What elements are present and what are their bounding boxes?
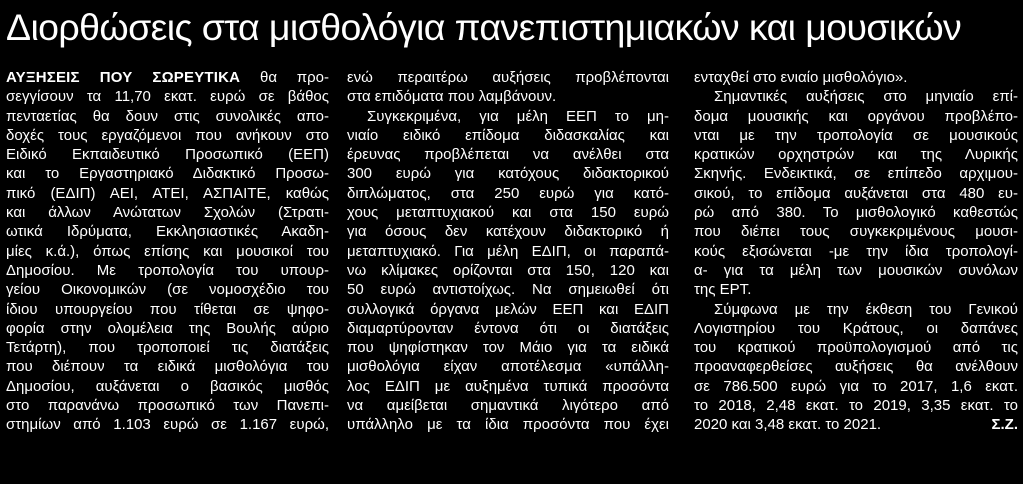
article-headline: Διορθώσεις στα μισθολόγια πανεπιστημιακών και μουσικών xyxy=(6,6,962,48)
body-line: και άλλων Ανώτατων Σχολών (Στρατι- xyxy=(6,204,329,222)
body-line: μισθολόγια είχαν αποτέλεσμα «υπάλλη- xyxy=(347,358,669,376)
body-line: στο παρανάνω προσωπικό των Πανεπι- xyxy=(6,397,329,415)
body-line: συλλογικά όργανα μελών ΕΕΠ και ΕΔΙΠ xyxy=(347,300,669,318)
body-line xyxy=(6,68,329,87)
lead-in: ΑΥΞΗΣΕΙΣ ΠΟΥ ΣΩΡΕΥΤΙΚΑ xyxy=(6,69,241,86)
body-line: στα επιδόματα που λαμβάνουν. xyxy=(347,88,557,106)
body-line: δοχές τους εργαζόμενοι που ανήκουν στο xyxy=(6,126,329,144)
article-column-2 xyxy=(347,68,669,435)
body-line: που διέπουν τα ειδικά μισθολόγια του xyxy=(6,358,329,376)
body-line: Δημοσίου, αυξάνεται ο βασικός μισθός xyxy=(6,377,329,395)
body-line: Τετάρτη), που τροποποιεί τις διατάξεις xyxy=(6,339,329,357)
body-line: Σύμφωνα με την έκθεση του Γενικού xyxy=(714,300,1018,318)
body-line: που ψηφίστηκαν τον Μάιο για τα ειδικά xyxy=(347,339,669,357)
body-line: κρατικών ορχηστρών και της Λυρικής xyxy=(694,146,1018,164)
body-line: χους μεταπτυχιακού και στα 150 ευρώ xyxy=(347,204,669,222)
body-line: 50 ευρώ αντιστοίχως. Να σημειωθεί ότι xyxy=(347,281,669,299)
article-column-3 xyxy=(694,68,1018,435)
body-line: και το Εργαστηριακό Διδακτικό Προσω- xyxy=(6,165,329,183)
body-line: πενταετίας θα δουν στις συνολικές απο- xyxy=(6,107,329,125)
body-line: σεγγίσουν τα 11,70 εκατ. ευρώ σε βάθος xyxy=(6,88,329,106)
body-line-text: θα προ- xyxy=(240,69,329,86)
body-line: μίες κ.ά.), όπως επίσης και μουσικοί του xyxy=(6,242,329,260)
body-line: διαμαρτύρονταν έντονα ότι οι διατάξεις xyxy=(347,319,669,337)
body-line: Σημαντικές αυξήσεις στο μηνιαίο επί- xyxy=(714,88,1018,106)
body-line: στημίων από 1.103 ευρώ σε 1.167 ευρώ, xyxy=(6,416,329,434)
body-line: που διέπει τους συγκεκριμένους μουσι- xyxy=(694,223,1018,241)
body-line: μεταπτυχιακό. Για μέλη ΕΔΙΠ, οι παραπά- xyxy=(347,242,669,260)
body-line: πικό (ΕΔΙΠ) ΑΕΙ, ΑΤΕΙ, ΑΣΠΑΙΤΕ, καθώς xyxy=(6,184,329,202)
body-line: φορία στην ολομέλεια της Βουλής αύριο xyxy=(6,319,329,337)
body-line: το 2018, 2,48 εκατ. το 2019, 3,35 εκατ. το xyxy=(694,397,1018,415)
body-line: ωτικά Ιδρύματα, Εκκλησιαστικές Ακαδη- xyxy=(6,223,329,241)
body-line: νιαίο ειδικό επίδομα διδασκαλίας και xyxy=(347,126,669,144)
body-line: γείου Οικονομικών (σε νομοσχέδιο του xyxy=(6,281,329,299)
body-line: Συγκεκριμένα, για μέλη ΕΕΠ το μη- xyxy=(367,107,669,125)
body-line: νω κλίμακες ορίζονται στα 150, 120 και xyxy=(347,261,669,279)
body-line-text: 2020 και 3,48 εκατ. το 2021. xyxy=(694,416,882,434)
body-line: α- για τα μέλη των μουσικών συνόλων xyxy=(694,261,1018,279)
body-line-final xyxy=(694,415,1018,434)
body-line: της ΕΡΤ. xyxy=(694,281,752,299)
body-line: ρώ από 380. Το μισθολογικό καθεστώς xyxy=(694,204,1018,222)
body-line: Λογιστηρίου του Κράτους, οι δαπάνες xyxy=(694,319,1018,337)
body-line: κούς εξισώνεται -με την ίδια τροπολογί- xyxy=(694,242,1018,260)
body-line: ενώ περαιτέρω αυξήσεις προβλέπονται xyxy=(347,69,669,86)
body-line: σε 786.500 ευρώ για το 2017, 1,6 εκατ. xyxy=(694,377,1018,395)
body-line: ενταχθεί στο ενιαίο μισθολόγιο». xyxy=(694,69,908,86)
body-line: Δημοσίου. Με τροπολογία του υπουρ- xyxy=(6,261,329,279)
body-line: του κρατικού προϋπολογισμού από τις xyxy=(694,339,1018,357)
author-initials: Σ.Ζ. xyxy=(991,416,1018,434)
body-line: σικού, το επίδομα αυξάνεται στα 480 ευ- xyxy=(694,184,1018,202)
body-line: λος ΕΔΙΠ με αυξημένα τυπικά προσόντα xyxy=(347,377,669,395)
body-line: να αμείβεται σημαντικά λιγότερο από xyxy=(347,397,669,415)
body-line: δομα μουσικής και οργάνου προβλέπο- xyxy=(694,107,1018,125)
body-line: έρευνας προβλέπεται να ανέλθει στα xyxy=(347,146,669,164)
body-line: προαναφερθείσες αυξήσεις θα ανέλθουν xyxy=(694,358,1018,376)
body-line: 300 ευρώ για κατόχους διδακτορικού xyxy=(347,165,669,183)
body-line: νται με την τροπολογία σε μουσικούς xyxy=(694,126,1018,144)
body-line: υπάλληλο με τα ίδια προσόντα που έχει xyxy=(347,416,669,434)
body-line: ίδιου υπουργείου που τίθεται σε ψηφο- xyxy=(6,300,329,318)
body-line: Ειδικό Εκπαιδευτικό Προσωπικό (ΕΕΠ) xyxy=(6,146,329,164)
body-line: διπλώματος, στα 250 ευρώ για κατό- xyxy=(347,184,669,202)
body-line: Σκηνής. Ενδεικτικά, σε επίπεδο αρχιμου- xyxy=(694,165,1018,183)
body-line: για όσους δεν κατέχουν διδακτορικό ή xyxy=(347,223,669,241)
article-column-1 xyxy=(6,68,329,435)
